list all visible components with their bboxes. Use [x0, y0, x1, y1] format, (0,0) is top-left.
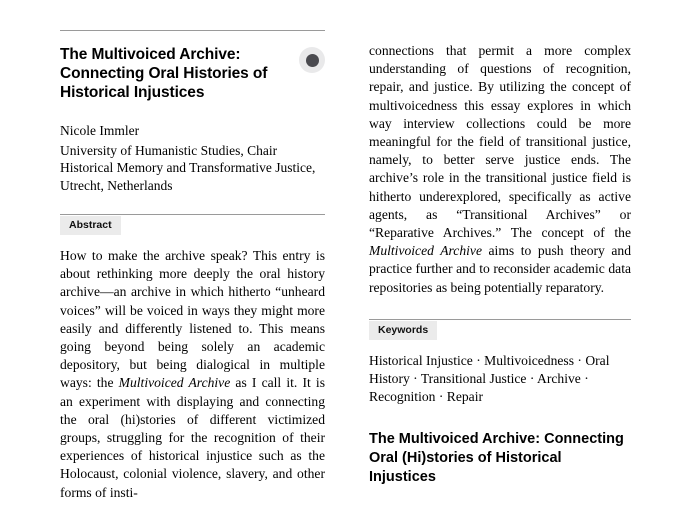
- record-check-icon-inner: [306, 54, 319, 67]
- author-affiliation: University of Humanistic Studies, Chair Historical Memory and Transformative Justice, Utrecht, Netherlands: [60, 142, 316, 193]
- abstract-text-left: How to make the archive speak? This entry is about rethinking more deeply the oral history archive—an archive in which hitherto “unheard voices” will be voiced in ways they might more easily and differently listened to. This means going beyond being solely an academic depository, but being dialogical in multiple ways: the Multivoiced Archive as I call it. It is an experiment with displaying and connecting the oral (hi)stories of different victimized groups, struggling for the recognition of their experiences of historical injustice such as the Holocaust, colonial violence, slavery, and other forms of insti-: [60, 248, 325, 500]
- keywords-text: Historical Injustice · Multivoicedness · Oral History · Transitional Justice · Archive · Recognition · Repair: [369, 352, 610, 405]
- page-title: The Multivoiced Archive: Connecting Oral Histories of Historical Injustices: [60, 46, 268, 101]
- abstract-label: Abstract: [60, 216, 121, 235]
- section-heading: The Multivoiced Archive: Connecting Oral (Hi)stories of Historical Injustices: [369, 431, 624, 486]
- keywords-label: Keywords: [369, 321, 437, 340]
- keywords-divider: [369, 319, 631, 320]
- left-column: [60, 30, 325, 515]
- author-name: Nicole Immler: [60, 123, 140, 138]
- right-column: [369, 42, 631, 499]
- record-check-icon[interactable]: [299, 47, 325, 73]
- abstract-text-right: connections that permit a more complex understanding of questions of recognition, repair, and justice. By utilizing the concept of multivoicedness this essay explores in which way interview collections could be more meaningful for the field of transitional justice, namely, to better serve justice ends. The archive’s role in the transitional justice field is hitherto underexplored, specifically as active agents, as “Transitional Archives” or “Reparative Archives.” The concept of the Multivoiced Archive aims to push theory and practice further and to reconsider academic data repositories as being potentially reparatory.: [369, 43, 631, 295]
- abstract-divider: [60, 214, 325, 215]
- top-divider: [60, 30, 325, 31]
